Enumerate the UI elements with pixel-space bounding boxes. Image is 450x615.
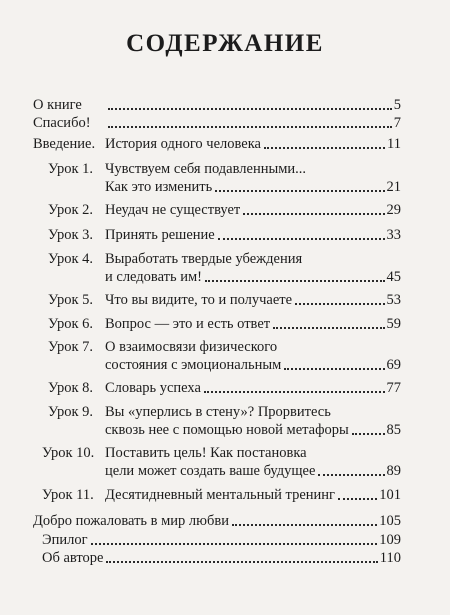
toc-leader	[284, 356, 401, 374]
toc-entry-label: Урок 9.	[48, 404, 94, 420]
toc-entry-label: Урок 11.	[42, 487, 94, 503]
dot-leader	[264, 146, 385, 149]
toc-leader	[215, 178, 401, 196]
dot-leader	[218, 237, 385, 240]
toc-entry-title: О взаимосвязи физического	[105, 339, 278, 355]
toc-leader	[273, 315, 401, 333]
bleed-through-text	[80, 2, 380, 14]
dot-leader	[108, 125, 392, 128]
dot-leader	[204, 390, 385, 393]
toc-leader	[243, 201, 401, 219]
dot-leader	[205, 279, 385, 282]
dot-leader	[108, 107, 392, 110]
page-number: 105	[379, 513, 401, 529]
toc-entry-title: Как это изменить	[105, 179, 213, 195]
toc-leader	[106, 549, 401, 567]
toc-entry-title: Что вы видите, то и получаете	[105, 292, 293, 308]
page-number: 109	[379, 532, 401, 548]
toc-entry-title: Неудач не существует	[105, 202, 241, 218]
toc-leader	[91, 531, 401, 549]
toc-entry-label: Урок 6.	[48, 316, 94, 332]
toc-leader	[108, 114, 401, 132]
toc-entry-title: Вы «уперлись в стену»? Прорвитесь	[105, 404, 331, 420]
toc-leader	[295, 291, 401, 309]
page-number: 7	[393, 115, 401, 131]
page-number: 11	[387, 136, 401, 152]
toc-entry-label: Введение.	[33, 136, 96, 152]
page-number: 5	[393, 97, 401, 113]
page-number: 59	[386, 316, 401, 332]
toc-leader	[204, 379, 401, 397]
toc-entry-label: Урок 3.	[48, 227, 94, 243]
dot-leader	[318, 473, 384, 476]
toc-leader	[338, 486, 401, 504]
toc-entry-label: Урок 7.	[48, 339, 94, 355]
toc-entry-label: Урок 5.	[48, 292, 94, 308]
page-number: 85	[386, 422, 401, 438]
dot-leader	[232, 523, 377, 526]
toc-entry-title: Вопрос — это и есть ответ	[105, 316, 271, 332]
page-number: 45	[386, 269, 401, 285]
toc-entry-title: Спасибо!	[33, 115, 91, 131]
dot-leader	[243, 212, 384, 215]
page-number: 110	[379, 550, 401, 566]
toc-entry-title: Словарь успеха	[105, 380, 201, 396]
toc-entry-title: состояния с эмоциональным	[105, 357, 282, 373]
page-number: 89	[386, 463, 401, 479]
toc-entry-label: Урок 4.	[48, 251, 94, 267]
toc-entry-title: История одного человека	[105, 136, 261, 152]
toc-leader	[218, 226, 401, 244]
toc-entry-title: Десятидневный ментальный тренинг	[105, 487, 335, 503]
toc-entry-title: Выработать твердые убеждения	[105, 251, 303, 267]
toc-entry-title: Эпилог	[42, 532, 88, 548]
page-number: 33	[386, 227, 401, 243]
toc-entry-label: Урок 2.	[48, 202, 94, 218]
dot-leader	[106, 560, 377, 563]
toc-entry-title: цели может создать ваше будущее	[105, 463, 316, 479]
toc-leader	[264, 135, 401, 153]
page-title: СОДЕРЖАНИЕ	[126, 30, 324, 57]
toc-leader	[108, 96, 401, 114]
dot-leader	[338, 497, 377, 500]
page-number: 53	[386, 292, 401, 308]
toc-entry-title: Чувствуем себя подавленными...	[105, 161, 307, 177]
dot-leader	[273, 326, 384, 329]
dot-leader	[91, 542, 378, 545]
toc-leader	[352, 421, 401, 439]
toc-entry-title: Поставить цель! Как постановка	[105, 445, 307, 461]
toc-entry-title: Об авторе	[42, 550, 104, 566]
page-number: 21	[386, 179, 401, 195]
page-number: 101	[379, 487, 401, 503]
toc-leader	[205, 268, 401, 286]
toc-entry-title: Принять решение	[105, 227, 215, 243]
toc-leader	[318, 462, 401, 480]
toc-leader	[232, 512, 401, 530]
dot-leader	[215, 189, 384, 192]
toc-entry-label: Урок 10.	[42, 445, 95, 461]
dot-leader	[295, 302, 384, 305]
toc-entry-label: Урок 8.	[48, 380, 94, 396]
page-number: 69	[386, 357, 401, 373]
page-number: 77	[386, 380, 401, 396]
toc-entry-title: Добро пожаловать в мир любви	[33, 513, 229, 529]
toc-entry-title: сквозь нее с помощью новой метафоры	[105, 422, 349, 438]
dot-leader	[284, 367, 384, 370]
dot-leader	[352, 432, 385, 435]
toc-entry-label: Урок 1.	[48, 161, 94, 177]
page-number: 29	[386, 202, 401, 218]
toc-entry-title: и следовать им!	[105, 269, 202, 285]
toc-entry-title: О книге	[33, 97, 82, 113]
